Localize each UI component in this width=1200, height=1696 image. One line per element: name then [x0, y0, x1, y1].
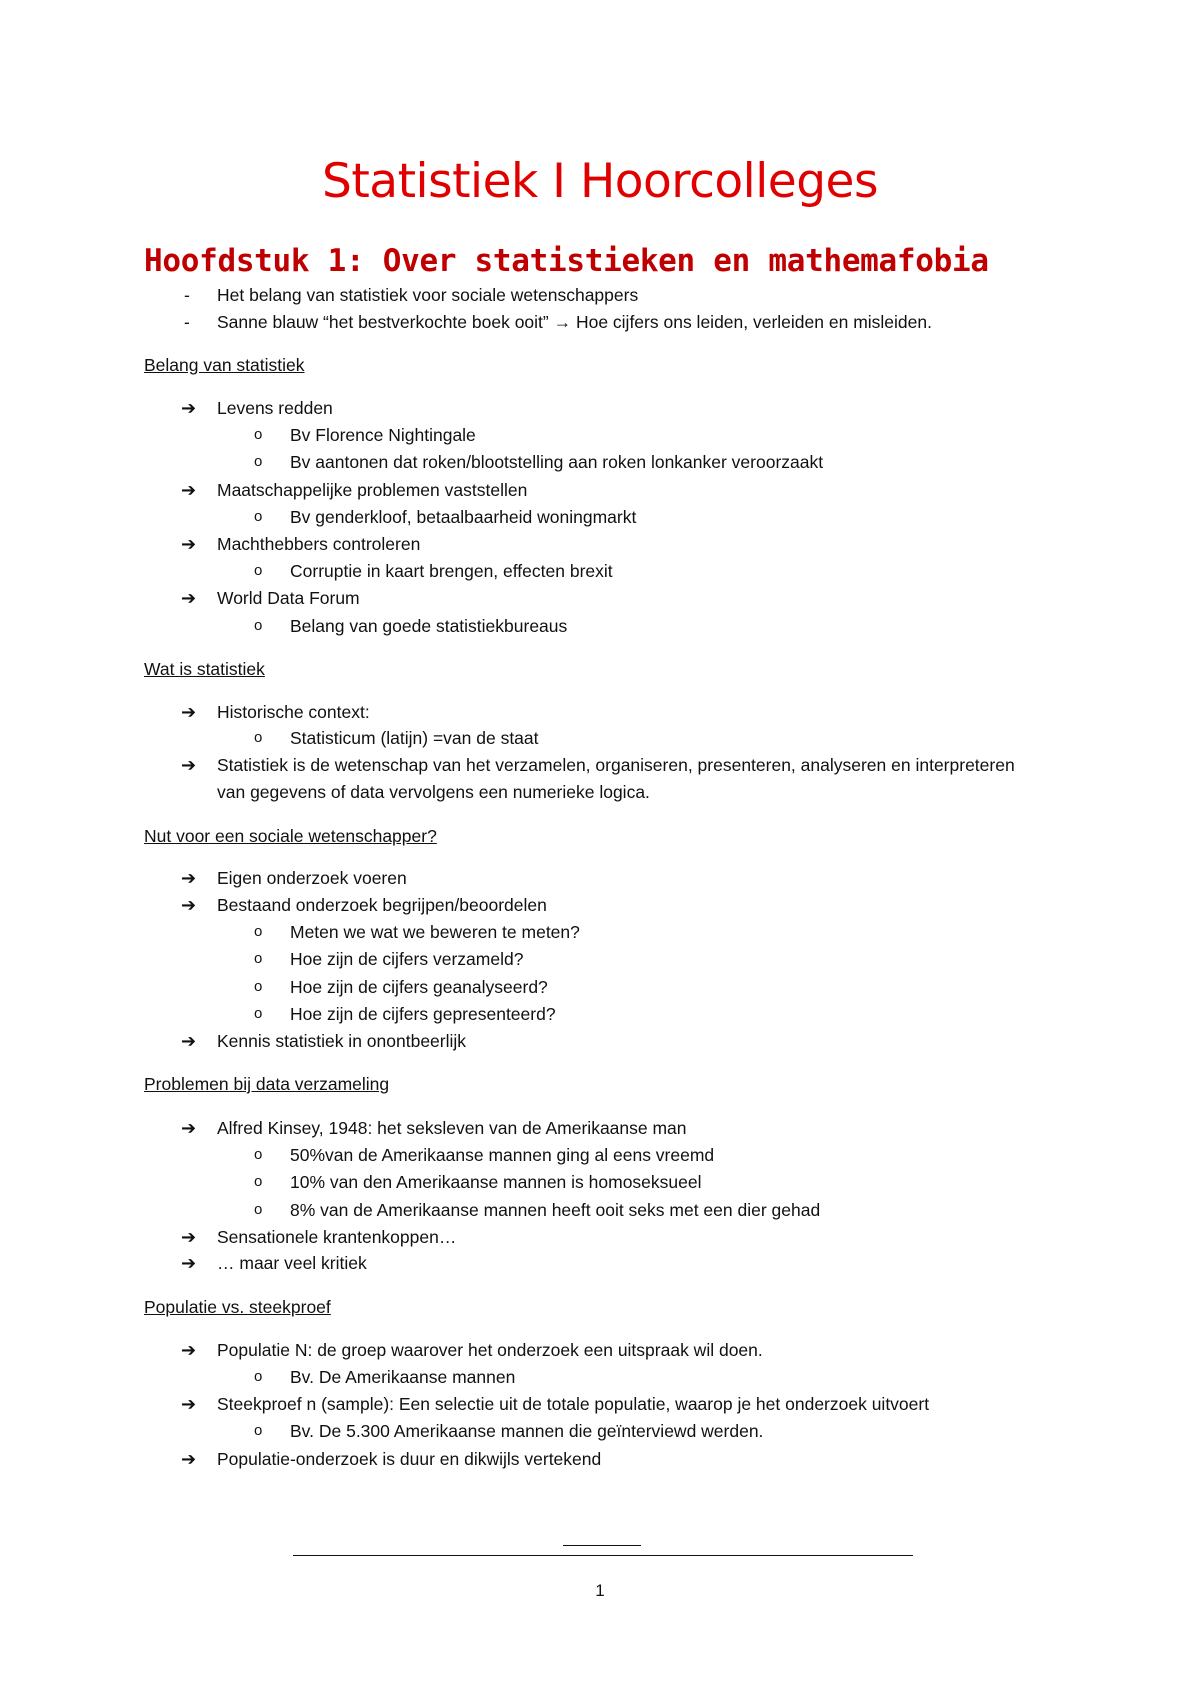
list-subitem: Corruptie in kaart brengen, effecten brexit	[290, 561, 613, 581]
list-subitem: Bv genderkloof, betaalbaarheid woningmarkt	[290, 507, 637, 527]
circle-bullet-icon: o	[254, 562, 263, 579]
arrow-bullet-icon: ➔	[181, 1227, 197, 1247]
footer-rule	[293, 1555, 913, 1556]
arrow-bullet-icon: ➔	[181, 1253, 197, 1273]
list-subitem: Bv aantonen dat roken/blootstelling aan roken lonkanker veroorzaakt	[290, 452, 824, 472]
list-item: Statistiek is de wetenschap van het verzamelen, organiseren, presenteren, analyseren en interpreteren	[217, 755, 1015, 775]
list-item: Populatie-onderzoek is duur en dikwijls vertekend	[217, 1449, 602, 1469]
section-heading: Populatie vs. steekproef	[144, 1297, 331, 1317]
circle-bullet-icon: o	[254, 1146, 263, 1163]
circle-bullet-icon: o	[254, 426, 263, 443]
circle-bullet-icon: o	[254, 1422, 263, 1439]
arrow-bullet-icon: ➔	[181, 480, 197, 500]
arrow-bullet-icon: ➔	[181, 1031, 197, 1051]
arrow-bullet-icon: ➔	[181, 895, 197, 915]
list-subitem: Bv. De Amerikaanse mannen	[290, 1367, 516, 1387]
arrow-bullet-icon: ➔	[181, 1394, 197, 1414]
list-subitem: 10% van den Amerikaanse mannen is homoseksueel	[290, 1172, 702, 1192]
circle-bullet-icon: o	[254, 1201, 263, 1218]
list-item: Historische context:	[217, 702, 370, 722]
list-item: Alfred Kinsey, 1948: het seksleven van de Amerikaanse man	[217, 1118, 687, 1138]
dash-bullet: -	[184, 312, 190, 332]
circle-bullet-icon: o	[254, 950, 263, 967]
list-item-continuation: van gegevens of data vervolgens een numerieke logica.	[217, 782, 650, 802]
circle-bullet-icon: o	[254, 617, 263, 634]
arrow-bullet-icon: ➔	[181, 702, 197, 722]
list-subitem: 8% van de Amerikaanse mannen heeft ooit seks met een dier gehad	[290, 1200, 821, 1220]
circle-bullet-icon: o	[254, 453, 263, 470]
list-item: World Data Forum	[217, 588, 360, 608]
list-subitem: Hoe zijn de cijfers gepresenteerd?	[290, 1004, 556, 1024]
list-item: Maatschappelijke problemen vaststellen	[217, 480, 528, 500]
arrow-bullet-icon: ➔	[181, 1118, 197, 1138]
arrow-bullet-icon: ➔	[181, 755, 197, 775]
circle-bullet-icon: o	[254, 508, 263, 525]
circle-bullet-icon: o	[254, 1173, 263, 1190]
list-item: Bestaand onderzoek begrijpen/beoordelen	[217, 895, 547, 915]
intro-line: Sanne blauw “het bestverkochte boek ooit” → Hoe cijfers ons leiden, verleiden en misleiden.	[217, 312, 932, 332]
circle-bullet-icon: o	[254, 1005, 263, 1022]
arrow-bullet-icon: ➔	[181, 588, 197, 608]
list-item: Kennis statistiek in onontbeerlijk	[217, 1031, 467, 1051]
circle-bullet-icon: o	[254, 1368, 263, 1385]
circle-bullet-icon: o	[254, 978, 263, 995]
arrow-bullet-icon: ➔	[181, 868, 197, 888]
circle-bullet-icon: o	[254, 923, 263, 940]
list-subitem: Statisticum (latijn) =van de staat	[290, 728, 539, 748]
document-title: Statistiek I Hoorcolleges	[322, 154, 878, 209]
list-item: Populatie N: de groep waarover het onderzoek een uitspraak wil doen.	[217, 1340, 763, 1360]
section-heading: Problemen bij data verzameling	[144, 1074, 390, 1094]
list-subitem: Hoe zijn de cijfers geanalyseerd?	[290, 977, 548, 997]
list-subitem: 50%van de Amerikaanse mannen ging al eens vreemd	[290, 1145, 715, 1165]
section-heading: Belang van statistiek	[144, 355, 305, 375]
list-item: Eigen onderzoek voeren	[217, 868, 407, 888]
arrow-bullet-icon: ➔	[181, 1340, 197, 1360]
arrow-bullet-icon: ➔	[181, 398, 197, 418]
list-item: Machthebbers controleren	[217, 534, 421, 554]
footer-short-rule	[563, 1545, 641, 1546]
section-heading: Wat is statistiek	[144, 659, 265, 679]
list-subitem: Bv Florence Nightingale	[290, 425, 476, 445]
chapter-heading: Hoofdstuk 1: Over statistieken en mathemafobia	[144, 243, 989, 279]
list-subitem: Meten we wat we beweren te meten?	[290, 922, 580, 942]
arrow-bullet-icon: ➔	[181, 534, 197, 554]
dash-bullet: -	[184, 285, 190, 305]
list-item: … maar veel kritiek	[217, 1253, 367, 1273]
list-item: Steekproef n (sample): Een selectie uit de totale populatie, waarop je het onderzoek uitvoert	[217, 1394, 930, 1414]
list-subitem: Hoe zijn de cijfers verzameld?	[290, 949, 524, 969]
list-subitem: Belang van goede statistiekbureaus	[290, 616, 568, 636]
list-subitem: Bv. De 5.300 Amerikaanse mannen die geïnterviewd werden.	[290, 1421, 764, 1441]
arrow-bullet-icon: ➔	[181, 1449, 197, 1469]
intro-line: Het belang van statistiek voor sociale wetenschappers	[217, 285, 639, 305]
page-number: 1	[595, 1581, 605, 1600]
circle-bullet-icon: o	[254, 729, 263, 746]
section-heading: Nut voor een sociale wetenschapper?	[144, 826, 437, 846]
list-item: Levens redden	[217, 398, 333, 418]
list-item: Sensationele krantenkoppen…	[217, 1227, 457, 1247]
